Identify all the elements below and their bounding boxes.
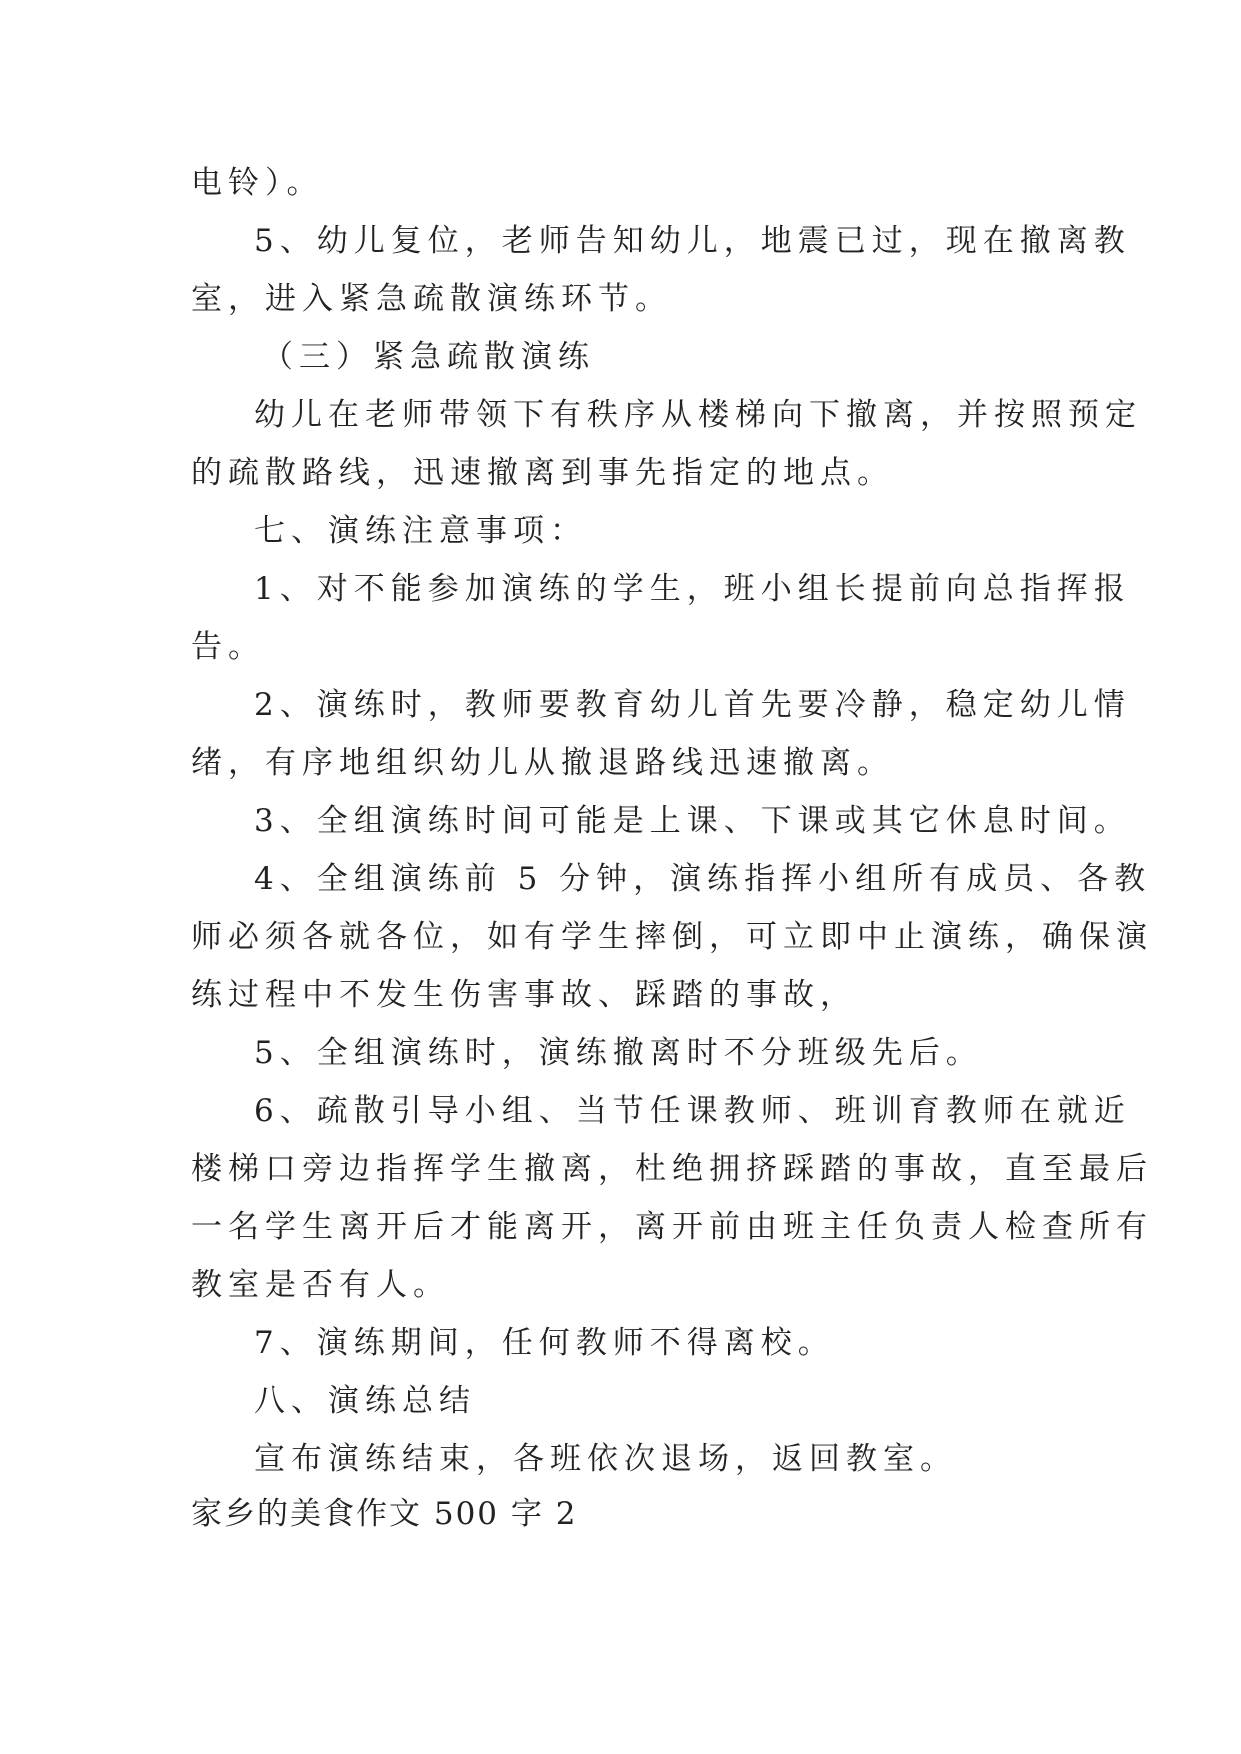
paragraph-line: 室，进入紧急疏散演练环节。 xyxy=(191,281,672,317)
paragraph-line: 练过程中不发生伤害事故、踩踏的事故， xyxy=(191,977,857,1013)
section-heading: （三）紧急疏散演练 xyxy=(262,339,595,375)
paragraph-line: 告。 xyxy=(191,629,265,665)
paragraph-line: 的疏散路线，迅速撤离到事先指定的地点。 xyxy=(191,455,894,491)
paragraph-line: 7、演练期间，任何教师不得离校。 xyxy=(254,1325,835,1361)
paragraph-line: 楼梯口旁边指挥学生撤离，杜绝拥挤踩踏的事故，直至最后 xyxy=(191,1151,1153,1187)
paragraph-line: 3、全组演练时间可能是上课、下课或其它休息时间。 xyxy=(254,803,1131,839)
section-heading: 七、演练注意事项： xyxy=(254,513,587,549)
paragraph-line: 幼儿在老师带领下有秩序从楼梯向下撤离，并按照预定 xyxy=(254,397,1142,433)
paragraph-line: 一名学生离开后才能离开，离开前由班主任负责人检查所有 xyxy=(191,1209,1153,1245)
paragraph-line: 6、疏散引导小组、当节任课教师、班训育教师在就近 xyxy=(254,1093,1131,1129)
paragraph-line: 2、演练时，教师要教育幼儿首先要冷静，稳定幼儿情 xyxy=(254,687,1131,723)
paragraph-line: 教室是否有人。 xyxy=(191,1267,450,1303)
paragraph-line: 绪，有序地组织幼儿从撤退路线迅速撤离。 xyxy=(191,745,894,781)
paragraph-line: 师必须各就各位，如有学生摔倒，可立即中止演练，确保演 xyxy=(191,919,1153,955)
paragraph-line: 电铃）。 xyxy=(191,165,324,201)
paragraph-line: 5、全组演练时，演练撤离时不分班级先后。 xyxy=(254,1035,983,1071)
paragraph-line: 5、幼儿复位，老师告知幼儿，地震已过，现在撤离教 xyxy=(254,223,1131,259)
document-title: 家乡的美食作文 500 字 2 xyxy=(191,1496,578,1532)
section-heading: 八、演练总结 xyxy=(254,1383,476,1419)
paragraph-line: 4、全组演练前 5 分钟，演练指挥小组所有成员、各教 xyxy=(254,861,1152,897)
paragraph-line: 1、对不能参加演练的学生，班小组长提前向总指挥报 xyxy=(254,571,1131,607)
paragraph-line: 宣布演练结束，各班依次退场，返回教室。 xyxy=(254,1441,957,1477)
